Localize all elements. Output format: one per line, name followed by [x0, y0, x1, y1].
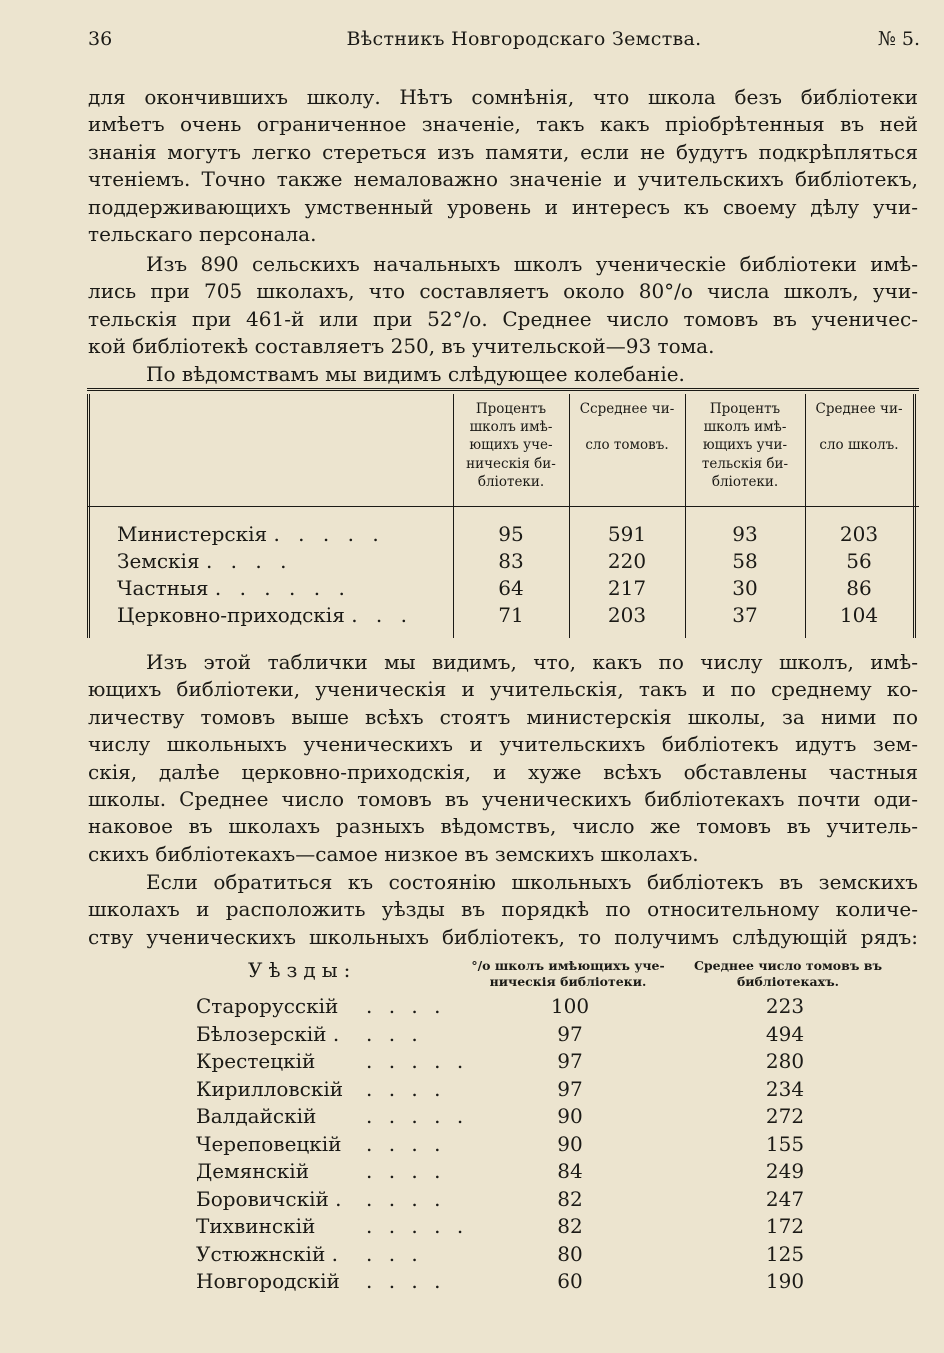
text-line: числу школьныхъ ученическихъ и учительскихъ библіотекъ идутъ зем-	[88, 732, 918, 757]
cell: 60	[557, 1269, 583, 1293]
cell: 56	[846, 549, 872, 573]
text-line: лись при 705 школахъ, что составляетъ около 80°/о числа школъ, учи-	[88, 279, 918, 304]
text-line: кой библіотекѣ составляетъ 250, въ учительской—93 тома.	[88, 334, 715, 359]
text-line: знанія могутъ легко стереться изъ памяти, если не будутъ подкрѣпляться	[88, 139, 918, 164]
cell: 203	[839, 522, 879, 546]
cell: 247	[765, 1186, 805, 1211]
text-line: личеству томовъ выше всѣхъ стоятъ министерскія школы, за ними по	[88, 704, 918, 729]
leader-dots: . . . .	[366, 1269, 446, 1293]
district-name: Боровичскій .	[196, 1186, 342, 1211]
table-row	[87, 603, 919, 630]
cell: 591	[607, 522, 647, 546]
cell: 97	[557, 1076, 583, 1101]
text-line: ющихъ библіотеки, ученическія и учительскія, такъ и по среднему ко-	[88, 677, 918, 702]
district-name: Старорусскій	[196, 994, 339, 1018]
text-line: ству ученическихъ школьныхъ библіотекъ, то получимъ слѣдующій рядъ:	[88, 924, 918, 949]
cell: 100	[550, 994, 590, 1018]
cell: 97	[557, 1021, 583, 1046]
text-line: По вѣдомствамъ мы видимъ слѣдующее колебаніе.	[146, 362, 685, 386]
paragraph-2	[88, 251, 918, 361]
cell: 58	[732, 549, 758, 573]
cell: 37	[732, 603, 758, 627]
district-name: Череповецкій	[196, 1131, 342, 1156]
table-row	[87, 576, 919, 603]
leader-dots: . . . .	[366, 1186, 446, 1211]
table-row	[190, 1132, 910, 1159]
table-row	[190, 1159, 910, 1186]
row-label: Частныя . . . . . .	[117, 576, 351, 600]
paragraph-5	[88, 869, 918, 951]
cell: 80	[557, 1241, 583, 1266]
cell: 280	[765, 1049, 805, 1073]
text-line: скія, далѣе церковно-приходскія, и хуже всѣхъ обставлены частныя	[88, 759, 918, 784]
districts-table	[190, 958, 910, 1298]
page-header	[88, 28, 920, 58]
leader-dots: . . . .	[366, 994, 446, 1018]
text-line: Изъ этой таблички мы видимъ, что, какъ по числу школъ, имѣ-	[146, 650, 918, 674]
text-line: наковое въ школахъ разныхъ вѣдомствъ, число же томовъ въ учитель-	[88, 814, 918, 839]
row-label: Церковно-приходскія . . .	[117, 603, 413, 627]
text-line: Изъ 890 сельскихъ начальныхъ школъ ученическіе библіотеки имѣ-	[146, 252, 918, 276]
leader-dots: . . . .	[366, 1159, 446, 1183]
table-row	[190, 1104, 910, 1131]
cell: 82	[557, 1186, 583, 1211]
leader-dots: . . . .	[366, 1131, 446, 1156]
paragraph-1	[88, 84, 918, 248]
cell: 86	[846, 576, 872, 600]
table-row	[190, 1022, 910, 1049]
text-line: поддерживающихъ умственный уровень и интересъ къ своему дѣлу учи-	[88, 194, 918, 219]
district-name: Бѣлозерскій .	[196, 1021, 340, 1046]
text-line: имѣетъ очень ограниченное значеніе, такъ какъ пріобрѣтенныя въ ней	[88, 112, 918, 137]
leader-dots: . . . . .	[366, 1214, 469, 1238]
leader-dots: . . . . .	[366, 1104, 469, 1128]
text-line: чтеніемъ. Точно также немаловажно значеніе и учительскихъ библіотекъ,	[88, 167, 918, 192]
column-header: Процентъ школъ имѣ- ющихъ учи- тельскія би- бліотеки.	[701, 401, 789, 490]
paragraph-3	[88, 361, 918, 388]
row-label: Министерскія . . . . .	[117, 522, 385, 546]
districts-header-label: Уѣзды:	[248, 958, 357, 982]
column-header: Среднее чи- сло школъ.	[815, 401, 903, 454]
text-line: тельскія при 461-й или при 52°/о. Среднее число томовъ въ ученичес-	[88, 306, 918, 331]
cell: 84	[557, 1159, 583, 1183]
table-row	[87, 522, 919, 549]
column-header: Среднее число томовъ въ библіотекахъ.	[693, 958, 883, 989]
text-line: тельскаго персонала.	[88, 222, 317, 247]
table-row	[87, 549, 919, 576]
text-line: школахъ и расположить уѣзды въ порядкѣ по относительному количе-	[88, 897, 918, 922]
district-name: Крестецкій	[196, 1049, 316, 1073]
leader-dots: . . .	[366, 1241, 423, 1266]
table-row	[190, 1269, 910, 1296]
text-line: скихъ библіотекахъ—самое низкое въ земскихъ школахъ.	[88, 841, 699, 866]
table-header-rule	[87, 506, 919, 507]
cell: 155	[765, 1131, 805, 1156]
table-row	[190, 1214, 910, 1241]
district-name: Тихвинскій	[196, 1214, 316, 1238]
cell: 64	[498, 576, 524, 600]
cell: 494	[765, 1021, 805, 1046]
district-name: Валдайскій	[196, 1104, 317, 1128]
leader-dots: . . . . .	[366, 1049, 469, 1073]
cell: 223	[765, 994, 805, 1018]
cell: 82	[557, 1214, 583, 1238]
page-number: 36	[88, 28, 113, 50]
leader-dots: . . . .	[366, 1076, 446, 1101]
column-header: Процентъ школъ имѣ- ющихъ уче- ническія би- бліотеки.	[466, 401, 556, 490]
leader-dots: . . .	[366, 1021, 423, 1046]
table-row	[190, 1187, 910, 1214]
cell: 90	[557, 1104, 583, 1128]
text-line: Если обратиться къ состоянію школьныхъ библіотекъ въ земскихъ	[146, 870, 918, 894]
row-label: Земскія . . . .	[117, 549, 293, 573]
cell: 217	[607, 576, 647, 600]
district-name: Устюжнскій .	[196, 1241, 339, 1266]
cell: 90	[557, 1131, 583, 1156]
issue-number: № 5.	[877, 28, 920, 50]
cell: 71	[498, 603, 524, 627]
table-row	[190, 994, 910, 1021]
table-row	[190, 1049, 910, 1076]
district-name: Демянскій	[196, 1159, 310, 1183]
text-line: для окончившихъ школу. Нѣтъ сомнѣнія, что школа безъ библіотеки	[88, 85, 918, 109]
cell: 104	[839, 603, 879, 627]
cell: 125	[765, 1241, 805, 1266]
cell: 97	[557, 1049, 583, 1073]
cell: 220	[607, 549, 647, 573]
cell: 95	[498, 522, 524, 546]
cell: 203	[607, 603, 647, 627]
cell: 249	[765, 1159, 805, 1183]
cell: 272	[765, 1104, 805, 1128]
table-row	[190, 1242, 910, 1269]
table-top-rule	[87, 388, 919, 391]
column-header: °/о школъ имѣющихъ уче- ническія библіотеки.	[471, 958, 665, 989]
cell: 93	[732, 522, 758, 546]
text-line: школы. Среднее число томовъ въ ученическихъ библіотекахъ почти оди-	[88, 787, 918, 812]
cell: 172	[765, 1214, 805, 1238]
paragraph-4	[88, 649, 918, 868]
table-row	[190, 1077, 910, 1104]
cell: 30	[732, 576, 758, 600]
cell: 234	[765, 1076, 805, 1101]
cell: 190	[765, 1269, 805, 1293]
column-header: Ссреднее чи- сло томовъ.	[579, 401, 675, 454]
district-name: Кирилловскій	[196, 1076, 344, 1101]
departments-table	[87, 388, 919, 638]
journal-title: Вѣстникъ Новгородскаго Земства.	[346, 28, 702, 50]
district-name: Новгородскій	[196, 1269, 340, 1293]
cell: 83	[498, 549, 524, 573]
